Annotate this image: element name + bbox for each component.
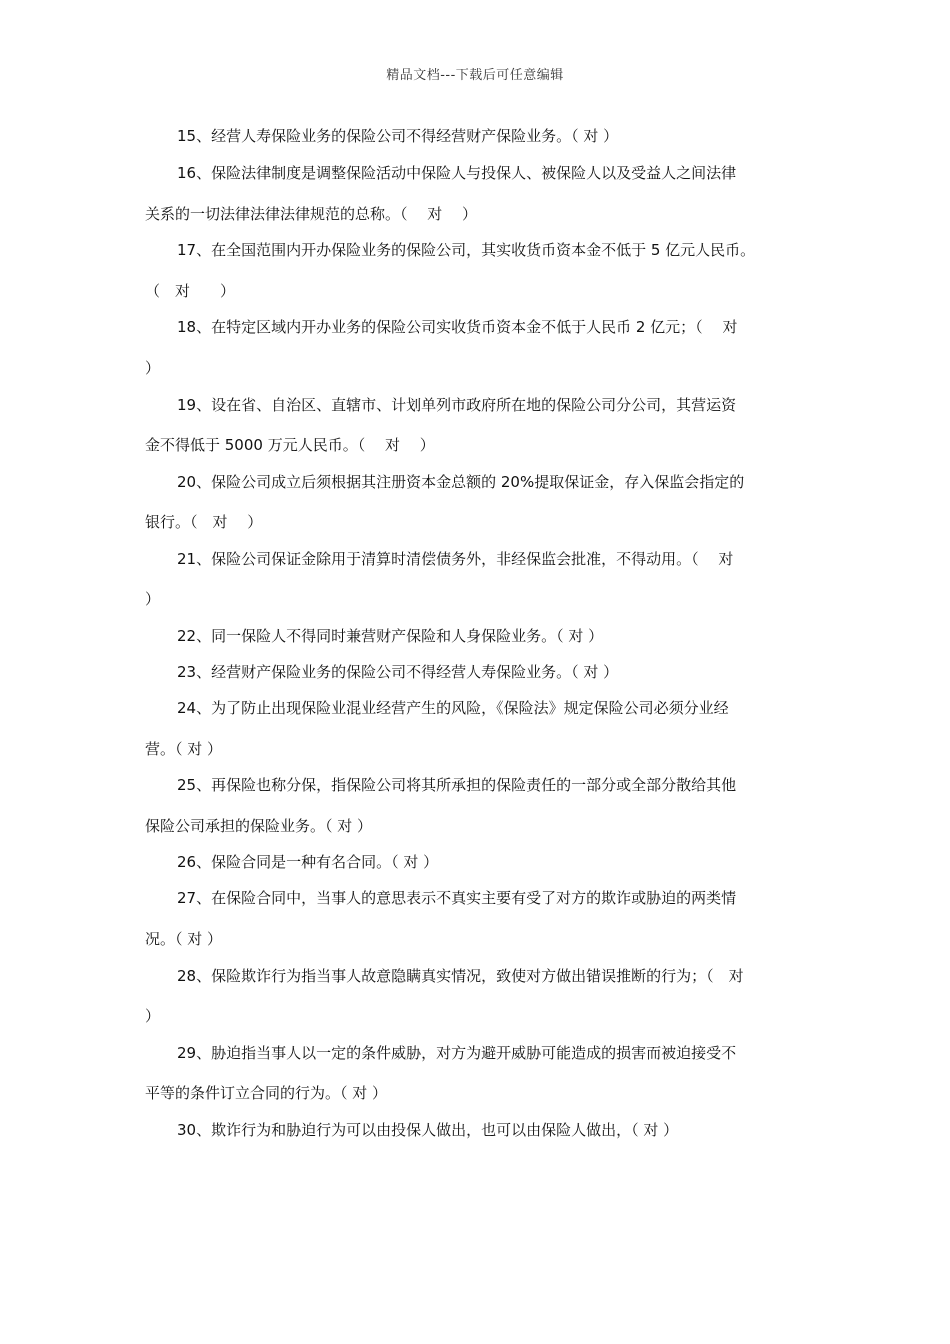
statement-27-line-1: 27、在保险合同中，当事人的意思表示不真实主要有受了对方的欺诈或胁迫的两类情 bbox=[177, 889, 737, 907]
statement-19-line-1: 19、设在省、自治区、直辖市、计划单列市政府所在地的保险公司分公司，其营运资 bbox=[177, 396, 737, 414]
statement-24-line-1: 24、为了防止出现保险业混业经营产生的风险，《保险法》规定保险公司必须分业经 bbox=[177, 699, 729, 717]
statement-26-line-1: 26、保险合同是一种有名合同。（ 对 ） bbox=[177, 853, 439, 871]
statement-29-line-2: 平等的条件订立合同的行为。（ 对 ） bbox=[145, 1084, 388, 1102]
statement-27-line-2: 况。（ 对 ） bbox=[145, 930, 223, 948]
statement-28-line-1: 28、保险欺诈行为指当事人故意隐瞒真实情况，致使对方做出错误推断的行为；（ 对 bbox=[177, 967, 744, 985]
statement-29-line-1: 29、胁迫指当事人以一定的条件威胁，对方为避开威胁可能造成的损害而被迫接受不 bbox=[177, 1044, 737, 1062]
statement-21-line-2: ） bbox=[145, 590, 161, 608]
statement-20-line-1: 20、保险公司成立后须根据其注册资本金总额的 20%提取保证金，存入保监会指定的 bbox=[177, 473, 745, 491]
statement-19-line-2: 金不得低于 5000 万元人民币。（ 对 ） bbox=[145, 436, 435, 454]
page-header-watermark: 精品文档---下载后可任意编辑 bbox=[386, 68, 564, 83]
statement-16-line-1: 16、保险法律制度是调整保险活动中保险人与投保人、被保险人以及受益人之间法律 bbox=[177, 164, 737, 182]
statement-23-line-1: 23、经营财产保险业务的保险公司不得经营人寿保险业务。（ 对 ） bbox=[177, 663, 619, 681]
statement-28-line-2: ） bbox=[145, 1007, 161, 1025]
statement-18-line-1: 18、在特定区域内开办业务的保险公司实收货币资本金不低于人民币 2 亿元；（ 对 bbox=[177, 318, 738, 336]
statement-17-line-1: 17、在全国范围内开办保险业务的保险公司，其实收货币资本金不低于 5 亿元人民币。 bbox=[177, 241, 756, 259]
statement-18-line-2: ） bbox=[145, 359, 161, 377]
statement-20-line-2: 银行。（ 对 ） bbox=[145, 513, 263, 531]
statement-17-line-2: （ 对 ） bbox=[145, 282, 236, 300]
statement-16-line-2: 关系的一切法律法律法律规范的总称。（ 对 ） bbox=[145, 205, 478, 223]
statement-15-line-1: 15、经营人寿保险业务的保险公司不得经营财产保险业务。（ 对 ） bbox=[177, 127, 619, 145]
statement-25-line-1: 25、再保险也称分保，指保险公司将其所承担的保险责任的一部分或全部分散给其他 bbox=[177, 776, 737, 794]
statement-25-line-2: 保险公司承担的保险业务。（ 对 ） bbox=[145, 817, 373, 835]
statement-30-line-1: 30、欺诈行为和胁迫行为可以由投保人做出，也可以由保险人做出，（ 对 ） bbox=[177, 1121, 679, 1139]
statement-21-line-1: 21、保险公司保证金除用于清算时清偿债务外，非经保监会批准，不得动用。（ 对 bbox=[177, 550, 734, 568]
statement-22-line-1: 22、同一保险人不得同时兼营财产保险和人身保险业务。（ 对 ） bbox=[177, 627, 604, 645]
statement-24-line-2: 营。（ 对 ） bbox=[145, 740, 223, 758]
